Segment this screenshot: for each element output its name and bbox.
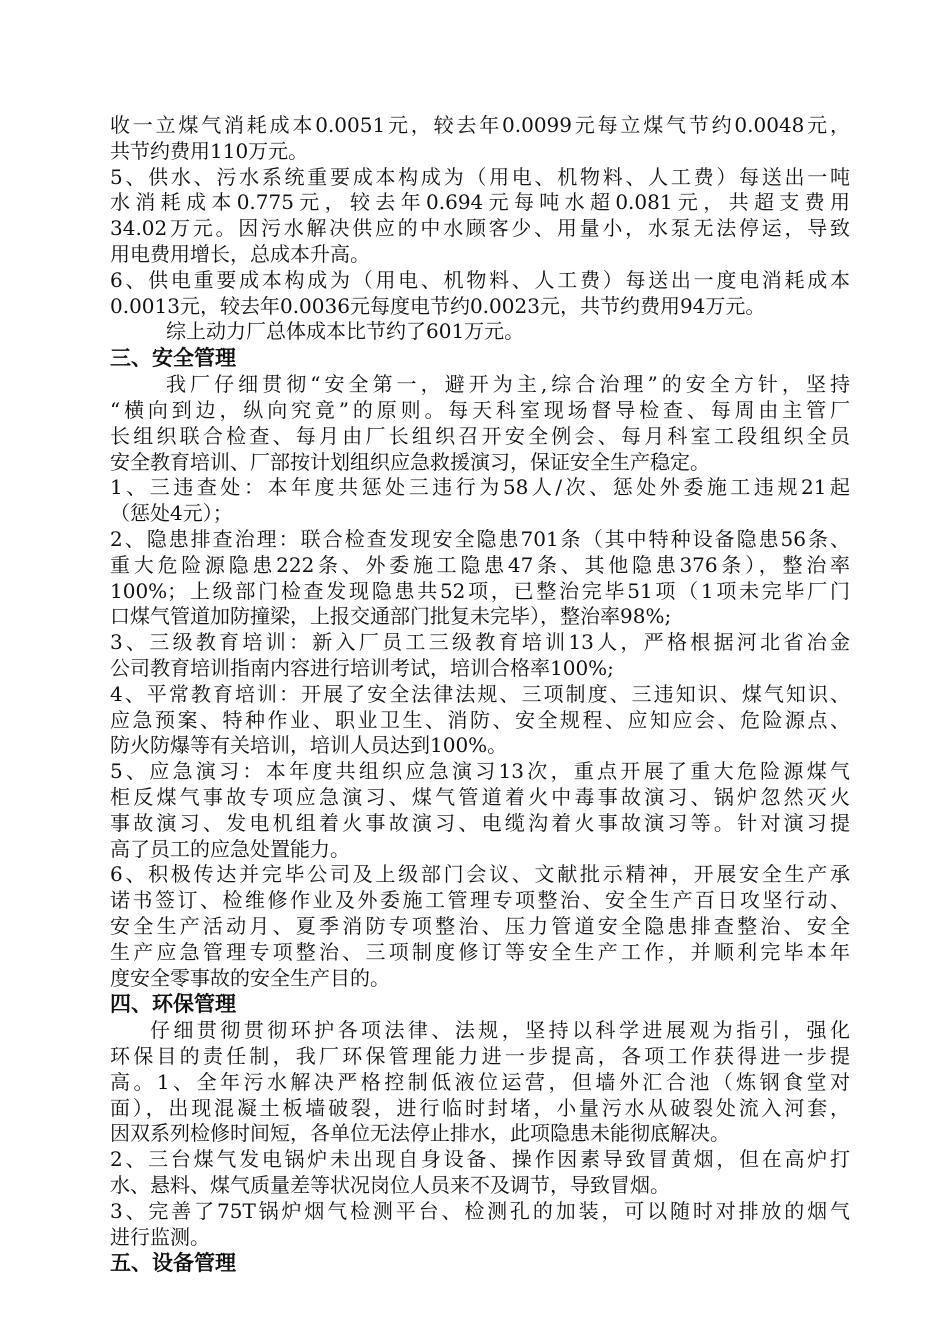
body-text-line: 5、供水、污水系统重要成本构成为（用电、机物料、人工费）每送出一吨: [110, 164, 850, 189]
body-text-line: 6、积极传达并完毕公司及上级部门会议、文献批示精神，开展安全生产承: [110, 862, 850, 887]
body-text-line: 水消耗成本0.775元，较去年0.694元每吨水超0.081元，共超支费用: [110, 190, 850, 215]
body-text-line: 高了员工的应急处置能力。: [110, 836, 350, 861]
body-text-line: 3、完善了75T锅炉烟气检测平台、检测孔的加装，可以随时对排放的烟气: [110, 1198, 850, 1223]
body-text-line: 公司教育培训指南内容进行培训考试，培训合格率100%;: [110, 655, 614, 680]
body-text-line: 因双系列检修时间短，各单位无法停止排水，此项隐患未能彻底解决。: [110, 1121, 730, 1146]
body-text-line: （惩处4元）；: [110, 501, 233, 526]
body-text-line: 3、三级教育培训：新入厂员工三级教育培训13人，严格根据河北省冶金: [110, 630, 850, 655]
body-text-line: 共节约费用110万元。: [110, 138, 309, 163]
document-page: [110, 113, 850, 1277]
body-text-line: 4、平常教育培训：开展了安全法律法规、三项制度、三违知识、煤气知识、: [110, 681, 850, 706]
body-text-line: 我厂仔细贯彻“安全第一，避开为主,综合治理”的安全方针，坚持: [166, 372, 850, 397]
body-text-line: 口煤气管道加防撞梁，上报交通部门批复未完毕），整治率98%;: [110, 604, 672, 629]
body-text-line: 度安全零事故的安全生产目的。: [110, 965, 390, 990]
body-text-line: 生产应急管理专项整治、三项制度修订等安全生产工作，并顺利完毕本年: [110, 939, 850, 964]
body-text-line: 2、隐患排查治理：联合检查发现安全隐患701条（其中特种设备隐患56条、: [110, 526, 850, 551]
body-text-line: 进行监测。: [110, 1224, 210, 1249]
body-text-line: 2、三台煤气发电锅炉未出现自身设备、操作因素导致冒黄烟，但在高炉打: [110, 1147, 850, 1172]
section-heading: 四、环保管理: [110, 992, 236, 1017]
section-heading: 五、设备管理: [110, 1251, 236, 1276]
body-text-line: 收一立煤气消耗成本0.0051元，较去年0.0099元每立煤气节约0.0048元，: [110, 113, 850, 137]
body-text-line: 34.02万元。因污水解决供应的中水顾客少、用量小，水泵无法停运，导致: [110, 216, 850, 241]
body-text-line: 5、应急演习：本年度共组织应急演习13次，重点开展了重大危险源煤气: [110, 759, 850, 784]
body-text-line: 事故演习、发电机组着火事故演习、电缆沟着火事故演习等。针对演习提: [110, 810, 850, 835]
body-text-line: 重大危险源隐患222条、外委施工隐患47条、其他隐患376条），整治率: [110, 552, 850, 577]
body-text-line: 水、悬料、煤气质量差等状况岗位人员来不及调节，导致冒烟。: [110, 1173, 670, 1198]
body-text-line: 100%；上级部门检查发现隐患共52项，已整治完毕51项（1项未完毕厂门: [110, 578, 850, 603]
body-text-line: 柜反煤气事故专项应急演习、煤气管道着火中毒事故演习、锅炉忽然灭火: [110, 784, 850, 809]
body-text-line: “横向到边，纵向究竟”的原则。每天科室现场督导检查、每周由主管厂: [110, 397, 850, 422]
body-text-line: 仔细贯彻贯彻环护各项法律、法规，坚持以科学进展观为指引，强化: [150, 1018, 850, 1043]
body-text-line: 面），出现混凝土板墙破裂，进行临时封堵，小量污水从破裂处流入河套，: [110, 1095, 850, 1120]
body-text-line: 6、供电重要成本构成为（用电、机物料、人工费）每送出一度电消耗成本: [110, 267, 850, 292]
body-text-line: 长组织联合检查、每月由厂长组织召开安全例会、每月科室工段组织全员: [110, 423, 850, 448]
body-text-line: 安全教育培训、厂部按计划组织应急救援演习，保证安全生产稳定。: [110, 449, 710, 474]
section-heading: 三、安全管理: [110, 346, 236, 371]
body-text-line: 1、三违查处：本年度共惩处三违行为58人/次、惩处外委施工违规21起: [110, 475, 850, 500]
body-text-line: 安全生产活动月、夏季消防专项整治、压力管道安全隐患排查整治、安全: [110, 913, 850, 938]
body-text-line: 用电费用增长，总成本升高。: [110, 241, 370, 266]
body-text-line: 诺书签订、检维修作业及外委施工管理专项整治、安全生产百日攻坚行动、: [110, 888, 850, 913]
body-text-line: 高。1、全年污水解决严格控制低液位运营，但墙外汇合池（炼钢食堂对: [110, 1069, 850, 1094]
body-text-line: 环保目的责任制，我厂环保管理能力进一步提高，各项工作获得进一步提: [110, 1044, 850, 1069]
body-text-line: 0.0013元，较去年0.0036元每度电节约0.0023元，共节约费用94万元。: [110, 293, 766, 318]
body-text-line: 综上动力厂总体成本比节约了601万元。: [166, 319, 525, 344]
body-text-line: 防火防爆等有关培训，培训人员达到100%。: [110, 733, 508, 758]
body-text-line: 应急预案、特种作业、职业卫生、消防、安全规程、应知应会、危险源点、: [110, 707, 850, 732]
